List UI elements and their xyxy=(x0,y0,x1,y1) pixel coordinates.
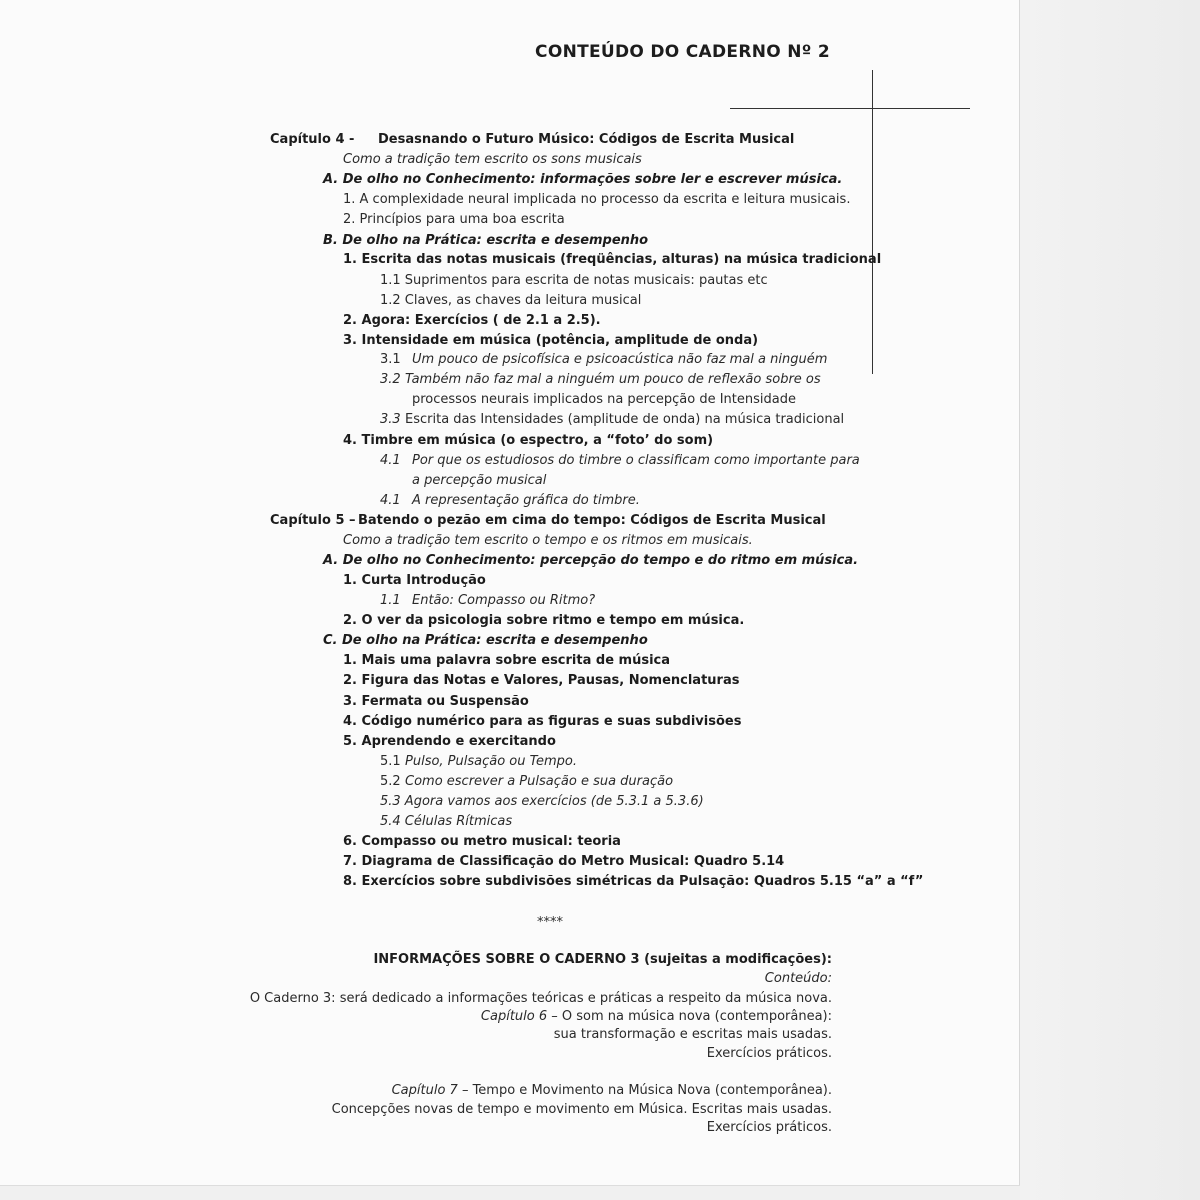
toc-item: 8. Exercícios sobre subdivisões simétricas da Pulsação: Quadros 5.15 “a” a “f” xyxy=(343,874,924,889)
page-title: CONTEÚDO DO CADERNO Nº 2 xyxy=(535,42,830,62)
toc-item: 1. Escrita das notas musicais (freqüências, alturas) na música tradicional xyxy=(343,252,882,267)
toc-item: 2. Agora: Exercícios ( de 2.1 a 2.5). xyxy=(343,313,601,328)
chapter-6-title: – O som na música nova (contemporânea): xyxy=(547,1009,832,1024)
toc-subitem: Também não faz mal a ninguém um pouco de reflexão sobre os xyxy=(405,372,821,387)
bottom-edge xyxy=(0,1185,1020,1200)
toc-subitem: 1.2 Claves, as chaves da leitura musical xyxy=(380,293,642,308)
toc-item: 3. Fermata ou Suspensão xyxy=(343,694,529,709)
chapter-4-subtitle: Como a tradição tem escrito os sons musicais xyxy=(343,152,642,167)
caderno-3-title: INFORMAÇÕES SOBRE O CADERNO 3 (sujeitas a modificações): xyxy=(373,952,832,967)
chapter-7-label: Capítulo 7 xyxy=(391,1083,458,1098)
caderno-3-chapter-7 xyxy=(392,1082,832,1100)
crop-mark-vertical xyxy=(872,70,873,374)
toc-subitem-number: 3.1 xyxy=(380,352,401,367)
toc-subitem: Então: Compasso ou Ritmo? xyxy=(412,593,596,608)
toc-subitem: Um pouco de psicofísica e psicoacústica não faz mal a ninguém xyxy=(412,352,828,367)
chapter-5-label: Capítulo 5 – xyxy=(270,513,356,528)
toc-item: 4. Timbre em música (o espectro, a “foto’ do som) xyxy=(343,433,714,448)
toc-subitem: 1.1 Suprimentos para escrita de notas musicais: pautas etc xyxy=(380,273,768,288)
caderno-3-conteudo: Conteúdo: xyxy=(764,971,832,986)
toc-subitem-number: 4.1 xyxy=(380,493,401,508)
toc-subitem: Por que os estudiosos do timbre o classificam como importante para xyxy=(412,453,860,468)
chapter-6-label: Capítulo 6 xyxy=(480,1009,548,1024)
toc-subitem: A representação gráfica do timbre. xyxy=(412,493,640,508)
toc-subitem-number: 5.1 xyxy=(380,754,401,769)
toc-item: 3. Intensidade em música (potência, amplitude de onda) xyxy=(343,333,759,348)
caderno-3-description: O Caderno 3: será dedicado a informações teóricas e práticas a respeito da música nova. xyxy=(249,991,832,1006)
caderno-3-chapter-6-line: sua transformação e escritas mais usadas. xyxy=(553,1027,832,1042)
toc-subitem-cont: processos neurais implicados na percepção de Intensidade xyxy=(412,392,796,407)
toc-item: 1. Mais uma palavra sobre escrita de música xyxy=(343,653,671,668)
toc-item: 2. Figura das Notas e Valores, Pausas, Nomenclaturas xyxy=(343,673,740,688)
toc-subitem-number: 4.1 xyxy=(380,453,401,468)
chapter-5-section-a: A. De olho no Conhecimento: percepção do tempo e do ritmo em música. xyxy=(323,553,859,568)
toc-subitem-number: 3.2 xyxy=(380,372,401,387)
chapter-4-label: Capítulo 4 - xyxy=(270,132,355,147)
page-edge xyxy=(1019,0,1200,1200)
toc-item: 5. Aprendendo e exercitando xyxy=(343,734,556,749)
toc-item: 1. Curta Introdução xyxy=(343,573,486,588)
caderno-3-chapter-6-line: Exercícios práticos. xyxy=(706,1046,832,1061)
toc-item: 2. Princípios para uma boa escrita xyxy=(343,212,565,227)
toc-subitem: Como escrever a Pulsação e sua duração xyxy=(405,774,674,789)
chapter-7-title: – Tempo e Movimento na Música Nova (contemporânea). xyxy=(457,1083,832,1098)
toc-subitem: Pulso, Pulsação ou Tempo. xyxy=(405,754,577,769)
toc-item: 6. Compasso ou metro musical: teoria xyxy=(343,834,621,849)
chapter-5-title: Batendo o pezão em cima do tempo: Códigos de Escrita Musical xyxy=(358,513,826,528)
chapter-5-section-c: C. De olho na Prática: escrita e desempenho xyxy=(323,633,648,648)
toc-subitem-cont: a percepção musical xyxy=(412,473,547,488)
toc-subitem-number: 1.1 xyxy=(380,593,401,608)
crop-mark-horizontal xyxy=(730,108,970,109)
chapter-5-subtitle: Como a tradição tem escrito o tempo e os ritmos em musicais. xyxy=(343,533,753,548)
chapter-4-section-a: A. De olho no Conhecimento: informações sobre ler e escrever música. xyxy=(323,172,843,187)
chapter-4-section-b: B. De olho na Prática: escrita e desempenho xyxy=(323,233,649,248)
chapter-4-title: Desasnando o Futuro Músico: Códigos de Escrita Musical xyxy=(378,132,795,147)
separator: **** xyxy=(537,915,563,930)
toc-item: 4. Código numérico para as figuras e suas subdivisões xyxy=(343,714,742,729)
toc-subitem-number: 5.2 xyxy=(380,774,401,789)
caderno-3-chapter-6 xyxy=(481,1008,832,1026)
caderno-3-chapter-7-line: Exercícios práticos. xyxy=(706,1120,832,1135)
toc-item: 7. Diagrama de Classificação do Metro Musical: Quadro 5.14 xyxy=(343,854,785,869)
toc-subitem-number: 3.3 xyxy=(380,412,401,427)
toc-subitem: 5.4 Células Rítmicas xyxy=(380,814,513,829)
toc-item: 1. A complexidade neural implicada no processo da escrita e leitura musicais. xyxy=(343,192,851,207)
caderno-3-chapter-7-line: Concepções novas de tempo e movimento em Música. Escritas mais usadas. xyxy=(331,1102,832,1117)
toc-item: 2. O ver da psicologia sobre ritmo e tempo em música. xyxy=(343,613,745,628)
toc-subitem: 5.3 Agora vamos aos exercícios (de 5.3.1 a 5.3.6) xyxy=(380,794,704,809)
toc-subitem: Escrita das Intensidades (amplitude de onda) na música tradicional xyxy=(405,412,845,427)
